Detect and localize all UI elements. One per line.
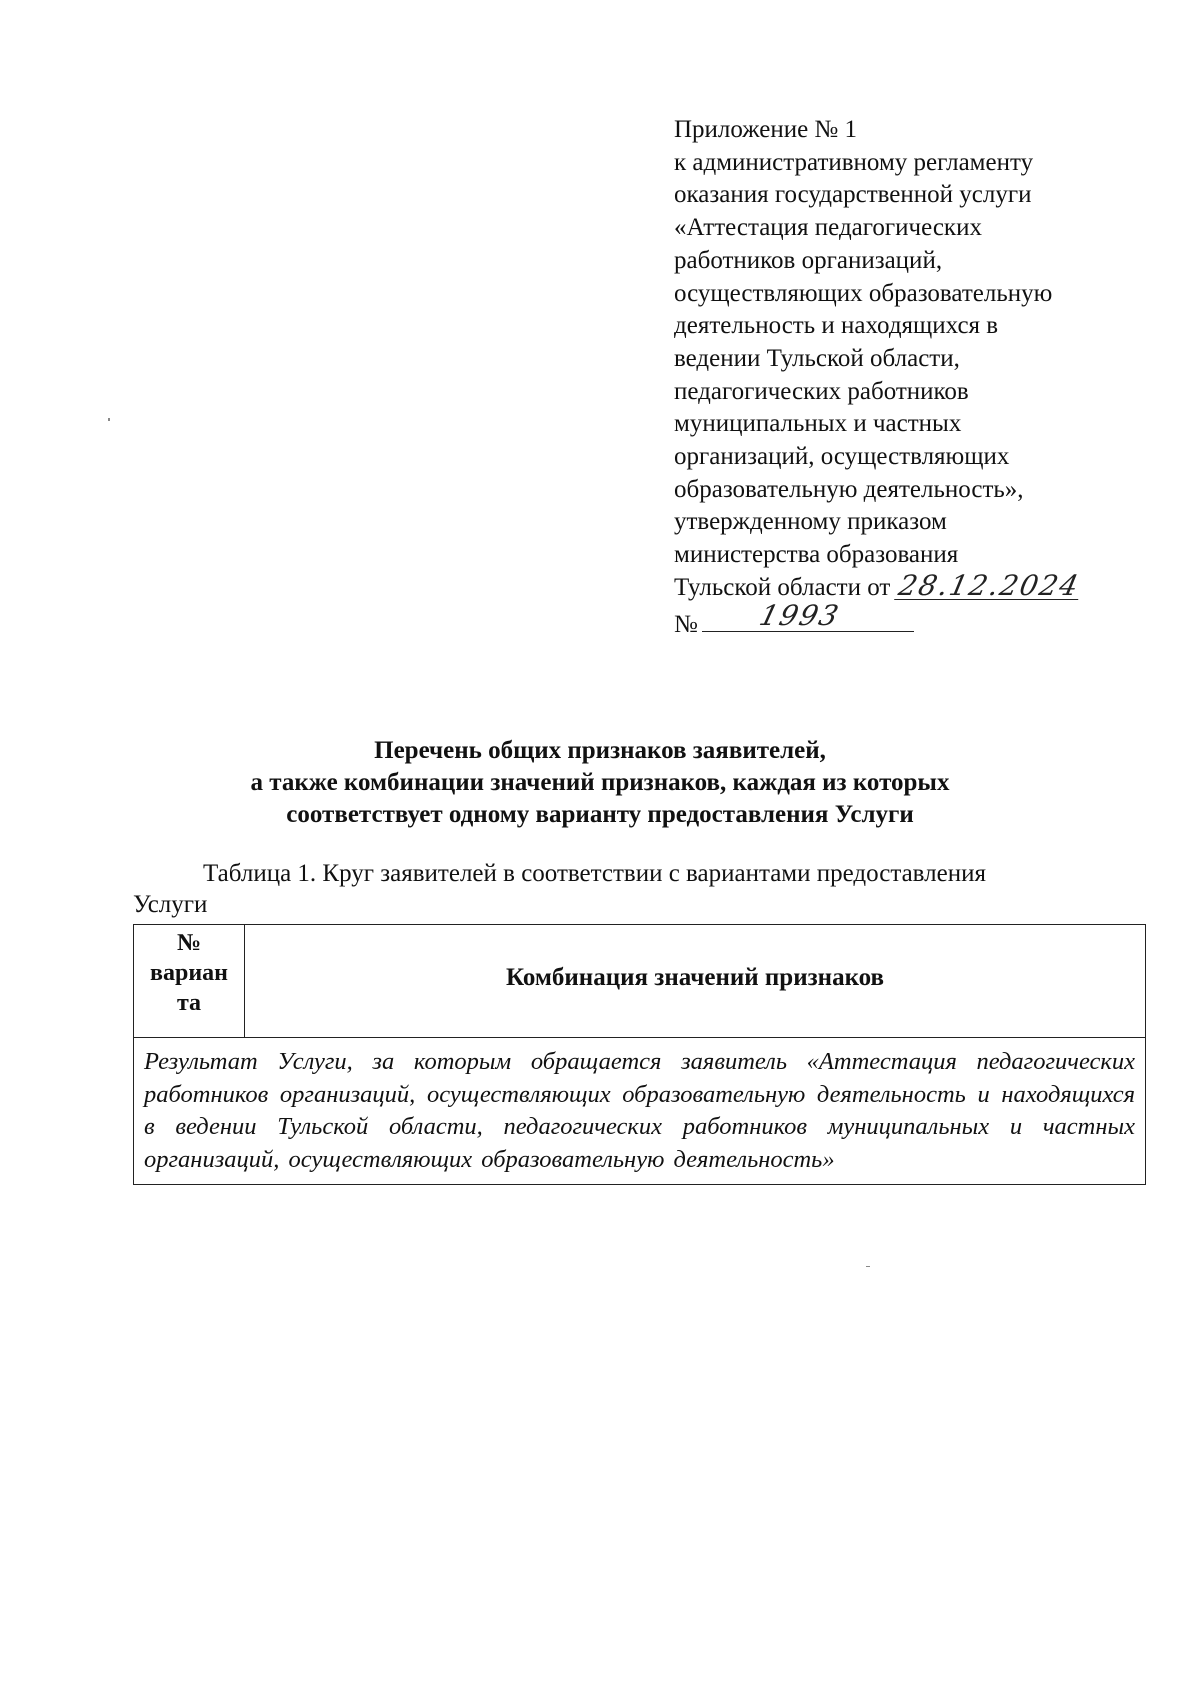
- header-variant-line: та: [176, 990, 202, 1016]
- appendix-line: министерства образования: [674, 541, 959, 569]
- applicants-table: [133, 924, 1146, 1185]
- appendix-line: осуществляющих образовательную: [674, 279, 1053, 307]
- appendix-line: утвержденному приказом: [674, 508, 947, 536]
- appendix-line: ведении Тульской области,: [674, 344, 960, 372]
- appendix-number-line: [674, 598, 1114, 642]
- appendix-header: [674, 114, 1114, 641]
- scan-speck: [866, 1266, 870, 1267]
- appendix-line: деятельность и находящихся в: [674, 312, 999, 340]
- appendix-line: педагогических работников: [674, 377, 969, 405]
- number-underline: [702, 598, 914, 632]
- document-heading: [150, 735, 1050, 831]
- number-prefix: №: [674, 610, 698, 638]
- appendix-line: Приложение № 1: [674, 116, 858, 143]
- handwritten-number: 1993: [755, 598, 844, 632]
- header-variant-line: вариан: [150, 960, 228, 986]
- appendix-line: оказания государственной услуги: [674, 181, 1032, 209]
- scan-speck: [108, 418, 110, 421]
- heading-line: Перечень общих признаков заявителей,: [374, 737, 826, 764]
- heading-line: соответствует одному варианту предоставления Услуги: [286, 801, 914, 828]
- caption-line: Услуги: [133, 891, 208, 918]
- appendix-line: «Аттестация педагогических: [674, 214, 982, 242]
- caption-line: Таблица 1. Круг заявителей в соответствии с вариантами предоставления: [203, 860, 986, 887]
- appendix-line: к административному регламенту: [674, 148, 1034, 176]
- header-variant-number: [134, 925, 245, 1037]
- table-header-row: [134, 925, 1145, 1038]
- appendix-line: муниципальных и частных: [674, 410, 962, 438]
- appendix-line: образовательную деятельность»,: [674, 475, 1024, 503]
- handwritten-date: 28.12.2024: [895, 568, 1083, 602]
- table-caption: [133, 858, 1103, 920]
- header-variant-line: №: [176, 930, 202, 956]
- appendix-date-line: [674, 568, 1114, 605]
- header-combination: Комбинация значений признаков: [505, 964, 885, 991]
- date-prefix: Тульской области от: [674, 573, 891, 601]
- heading-line: а также комбинации значений признаков, каждая из которых: [250, 769, 950, 796]
- appendix-line: организаций, осуществляющих: [674, 443, 1010, 471]
- result-row: Результат Услуги, за которым обращается заявитель «Аттестация педагогических работников организаций, осуществляющих образовательную деятельность и находящихся в ведении Тульской области, педагогических работников муниципальных и частных организаций, осуществляющих образовательную деятельность»: [144, 1048, 1135, 1173]
- appendix-line: работников организаций,: [674, 246, 943, 274]
